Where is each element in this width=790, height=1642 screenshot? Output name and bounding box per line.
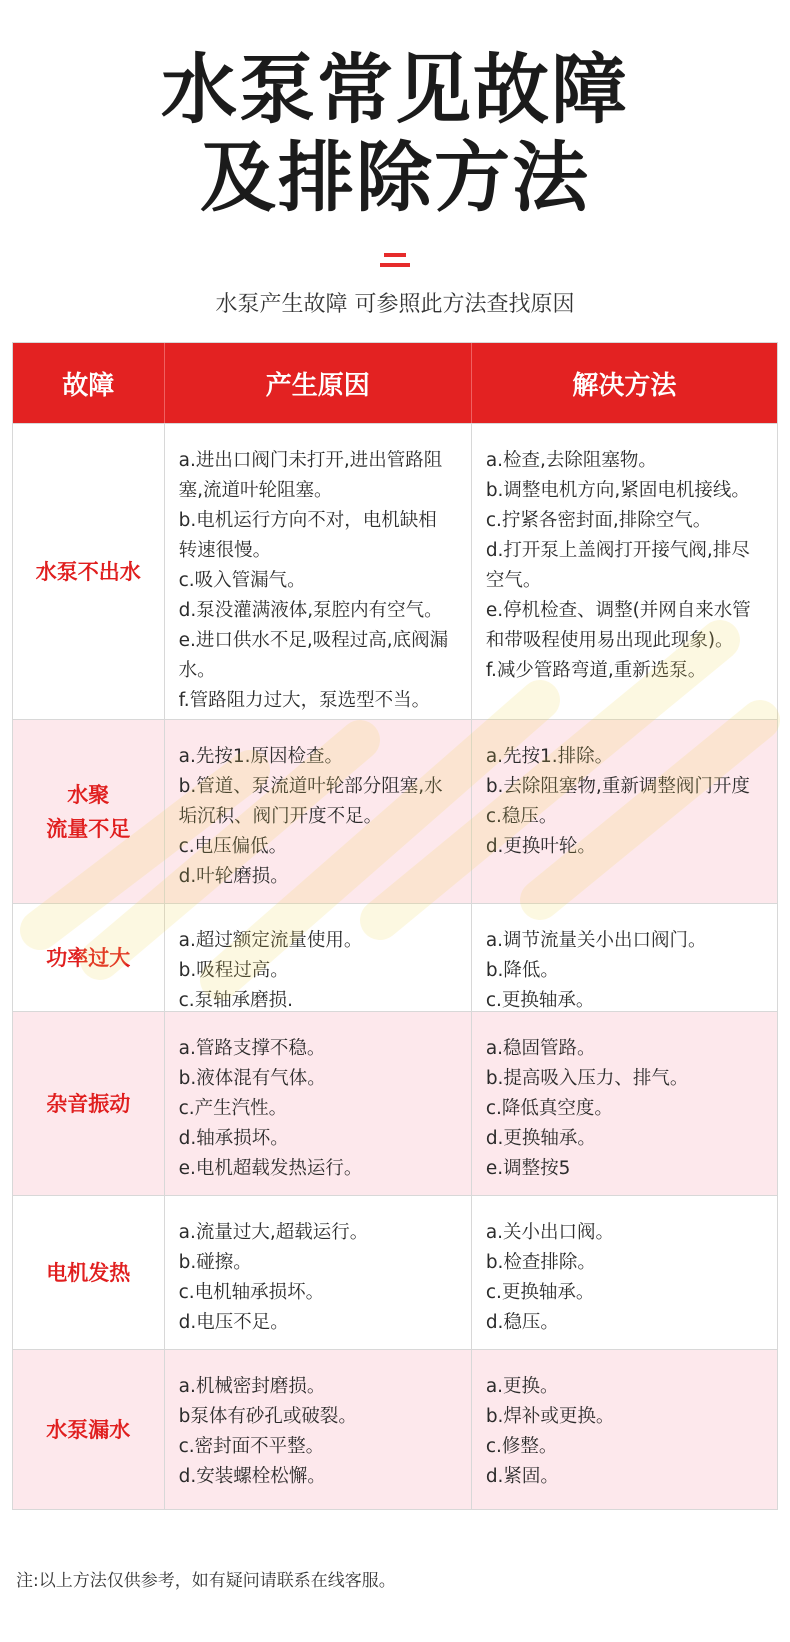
fault-name: 水泵漏水	[13, 1350, 165, 1509]
solution-list	[472, 904, 777, 1011]
solution-item: d.稳压。	[485, 1312, 559, 1333]
solution-list	[472, 1196, 777, 1349]
solution-item: d.紧固。	[485, 1466, 559, 1487]
cause-item: c.泵轴承磨损.	[178, 990, 294, 1011]
solution-item: b.调整电机方向,紧固电机接线。	[485, 480, 750, 501]
solution-item: e.调整按5	[485, 1158, 571, 1179]
cause-list	[165, 424, 472, 719]
cause-item: a.进出口阀门未打开,进出管路阻	[178, 450, 443, 471]
cause-list	[165, 904, 472, 1011]
cause-item: c.产生汽性。	[178, 1098, 288, 1119]
solution-item: c.更换轴承。	[485, 990, 595, 1011]
cause-list	[165, 720, 472, 903]
solution-item: 和带吸程使用易出现此现象)。	[485, 630, 734, 651]
header-solution: 解决方法	[572, 370, 677, 401]
cause-item: e.电机超载发热运行。	[178, 1158, 363, 1179]
solution-item: b.去除阻塞物,重新调整阀门开度	[485, 776, 750, 797]
fault-name: 功率过大	[13, 904, 165, 1011]
cause-item: d.电压不足。	[178, 1312, 289, 1333]
solution-item: f.减少管路弯道,重新选泵。	[485, 660, 707, 681]
fault-name: 水聚 流量不足	[13, 720, 165, 903]
solution-item: c.拧紧各密封面,排除空气。	[485, 510, 712, 531]
solution-item: c.降低真空度。	[485, 1098, 613, 1119]
cause-item: a.机械密封磨损。	[178, 1376, 326, 1397]
cause-list	[165, 1350, 472, 1509]
solution-list	[472, 1012, 777, 1195]
cause-item: 垢沉积、阀门开度不足。	[178, 806, 383, 827]
cause-list	[165, 1196, 472, 1349]
table-row	[13, 423, 777, 719]
cause-item: c.密封面不平整。	[178, 1436, 325, 1457]
solution-item: a.先按1.排除。	[485, 746, 614, 767]
cause-item: e.进口供水不足,吸程过高,底阀漏	[178, 630, 449, 651]
cause-item: a.管路支撑不稳。	[178, 1038, 326, 1059]
cause-item: d.泵没灌满液体,泵腔内有空气。	[178, 600, 443, 621]
header-fault: 故障	[13, 343, 165, 423]
cause-item: a.流量过大,超载运行。	[178, 1222, 369, 1243]
solution-item: e.停机检查、调整(并网自来水管	[485, 600, 751, 621]
fault-name: 电机发热	[13, 1196, 165, 1349]
solution-list	[472, 1350, 777, 1509]
solution-item: b.提高吸入压力、排气。	[485, 1068, 689, 1089]
page-title-line2: 及排除方法	[200, 133, 590, 222]
cause-item: b.碰擦。	[178, 1252, 252, 1273]
solution-item: a.检查,去除阻塞物。	[485, 450, 657, 471]
solution-item: b.焊补或更换。	[485, 1406, 615, 1427]
solution-item: b.检查排除。	[485, 1252, 596, 1273]
cause-item: b泵体有砂孔或破裂。	[178, 1406, 357, 1427]
cause-list	[165, 1012, 472, 1195]
cause-item: a.超过额定流量使用。	[178, 930, 363, 951]
solution-item: d.更换叶轮。	[485, 836, 596, 857]
table-row	[13, 1011, 777, 1195]
solution-item: d.更换轴承。	[485, 1128, 596, 1149]
solution-item: d.打开泵上盖阀打开接气阀,排尽	[485, 540, 750, 561]
solution-item: c.更换轴承。	[485, 1282, 595, 1303]
table-body	[13, 423, 777, 1509]
cause-item: 水。	[178, 660, 216, 681]
cause-item: b.电机运行方向不对，电机缺相	[178, 510, 437, 531]
cause-item: c.吸入管漏气。	[178, 570, 306, 591]
cause-item: d.安装螺栓松懈。	[178, 1466, 326, 1487]
cause-item: c.电压偏低。	[178, 836, 288, 857]
solution-item: b.降低。	[485, 960, 559, 981]
solution-item: a.调节流量关小出口阀门。	[485, 930, 707, 951]
solution-item: a.稳固管路。	[485, 1038, 596, 1059]
cause-item: 转速很慢。	[178, 540, 272, 561]
solution-list	[472, 720, 777, 903]
footnote: 注:以上方法仅供参考，如有疑问请联系在线客服。	[16, 1571, 396, 1591]
solution-item: c.修整。	[485, 1436, 558, 1457]
fault-table	[12, 342, 778, 1510]
solution-item: a.关小出口阀。	[485, 1222, 615, 1243]
solution-item: a.更换。	[485, 1376, 559, 1397]
header-cause: 产生原因	[165, 343, 472, 423]
cause-item: 塞,流道叶轮阻塞。	[178, 480, 333, 501]
cause-item: c.电机轴承损坏。	[178, 1282, 325, 1303]
cause-item: b.吸程过高。	[178, 960, 289, 981]
cause-item: a.先按1.原因检查。	[178, 746, 343, 767]
fault-name: 水泵不出水	[13, 424, 165, 719]
cause-item: d.轴承损坏。	[178, 1128, 289, 1149]
solution-item: 空气。	[485, 570, 542, 591]
table-row	[13, 719, 777, 903]
table-row	[13, 903, 777, 1011]
solution-list	[472, 424, 777, 719]
cause-item: f.管路阻力过大，泵选型不当。	[178, 690, 431, 711]
fault-name: 杂音振动	[13, 1012, 165, 1195]
page-title-line1: 水泵常见故障	[161, 45, 629, 134]
title-divider	[380, 253, 410, 267]
table-row	[13, 1195, 777, 1349]
table-row	[13, 1349, 777, 1509]
cause-item: b.液体混有气体。	[178, 1068, 326, 1089]
cause-item: b.管道、泵流道叶轮部分阻塞,水	[178, 776, 443, 797]
table-header	[13, 343, 777, 423]
solution-item: c.稳压。	[485, 806, 558, 827]
cause-item: d.叶轮磨损。	[178, 866, 289, 887]
subtitle: 水泵产生故障 可参照此方法查找原因	[215, 292, 575, 317]
